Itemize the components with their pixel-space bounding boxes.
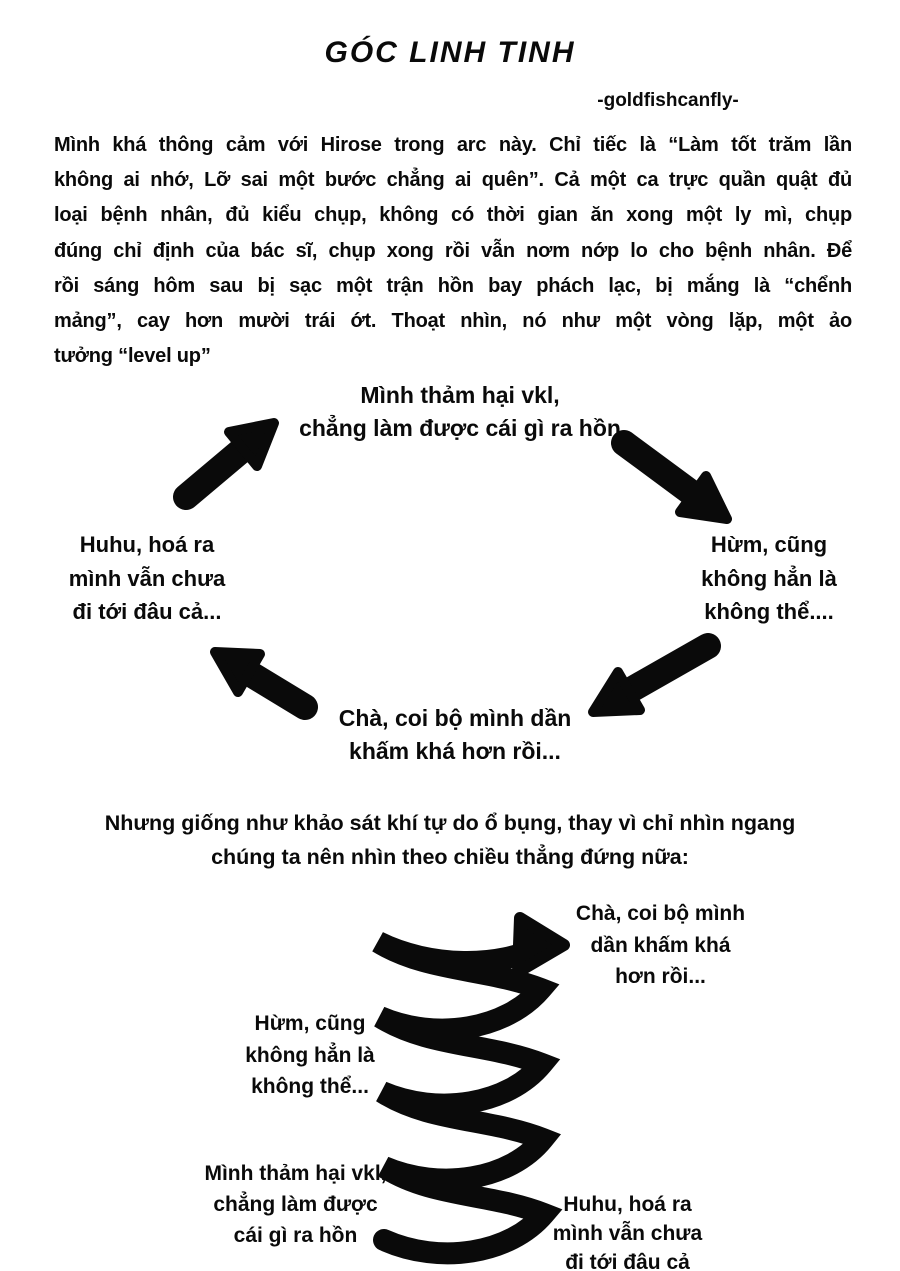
cycle-node-line: mình vẫn chưa bbox=[68, 565, 226, 591]
cycle-node-line: chẳng làm được cái gì ra hồn bbox=[299, 415, 621, 441]
cycle-node-line: không hẳn là bbox=[701, 565, 837, 591]
intro-line: tưởng “level up” bbox=[54, 345, 211, 368]
cycle-node-line: đi tới đâu cả... bbox=[72, 599, 222, 624]
spiral-label-line: Huhu, hoá ra bbox=[563, 1193, 692, 1216]
transition-line: chúng ta nên nhìn theo chiều thẳng đứng nữa: bbox=[211, 845, 689, 869]
spiral-label-line: không hẳn là bbox=[245, 1043, 375, 1067]
spiral-label-line: Chà, coi bộ mình bbox=[575, 902, 746, 925]
spiral-label-bottom-left bbox=[193, 1158, 398, 1251]
spiral-label-line: dần khấm khá bbox=[590, 933, 731, 957]
cycle-node-line: Mình thảm hại vkl, bbox=[360, 382, 560, 408]
cycle-arrow-bottom-to-left-icon bbox=[215, 652, 305, 707]
cycle-node-line: Huhu, hoá ra bbox=[79, 532, 215, 557]
spiral-label-line: Mình thảm hại vkl, bbox=[204, 1162, 387, 1185]
spiral-label-line: cái gì ra hồn bbox=[233, 1224, 358, 1247]
cycle-node-line: không thể.... bbox=[704, 599, 834, 624]
transition-line: Nhưng giống như khảo sát khí tự do ổ bụng, thay vì chỉ nhìn ngang bbox=[104, 811, 796, 835]
cycle-node-bottom bbox=[315, 702, 595, 768]
cycle-arrow-left-to-top-icon bbox=[186, 423, 274, 497]
intro-line: loại bệnh nhân, đủ kiểu chụp, không có thời gian ăn xong một ly mì, chụp bbox=[54, 204, 852, 227]
spiral-label-line: không thể... bbox=[251, 1075, 369, 1098]
spiral-label-line: Hừm, cũng bbox=[254, 1012, 366, 1035]
spiral-label-line: chẳng làm được bbox=[213, 1193, 378, 1216]
intro-line: Mình khá thông cảm với Hirose trong arc này. Chỉ tiếc là “Làm tốt trăm lần bbox=[54, 134, 852, 156]
spiral-label-left bbox=[230, 1008, 390, 1103]
cycle-node-line: khấm khá hơn rồi... bbox=[349, 738, 561, 764]
intro-line: không ai nhớ, Lỡ sai một bước chẳng ai quên”. Cả một ca trực quần quật đủ bbox=[54, 169, 852, 192]
intro-line: rồi sáng hôm sau bị sạc một trận hồn bay phách lạc, bị mắng là “chểnh bbox=[54, 274, 852, 297]
page-title: GÓC LINH TINH bbox=[324, 36, 576, 69]
cycle-node-line: Hừm, cũng bbox=[710, 532, 828, 557]
cycle-node-top bbox=[265, 379, 655, 445]
cycle-node-left bbox=[57, 528, 237, 629]
spiral-label-bottom-right bbox=[535, 1190, 720, 1271]
transition-paragraph bbox=[55, 806, 845, 874]
cycle-arrow-right-to-bottom-icon bbox=[593, 646, 708, 712]
cycle-arrow-top-to-right-icon bbox=[624, 443, 727, 519]
cycle-node-right bbox=[683, 528, 855, 629]
spiral-label-line: mình vẫn chưa bbox=[552, 1222, 703, 1245]
intro-paragraph bbox=[54, 128, 852, 374]
spiral-label-top-right bbox=[548, 898, 773, 993]
intro-line: mảng”, cay hơn mười trái ớt. Thoạt nhìn, nó như một vòng lặp, một ảo bbox=[54, 309, 852, 332]
cycle-node-line: Chà, coi bộ mình dần bbox=[338, 705, 572, 731]
intro-line: đúng chỉ định của bác sĩ, chụp xong rồi vẫn nơm nớp lo cho bệnh nhân. Để bbox=[54, 239, 852, 262]
author-credit: -goldfishcanfly- bbox=[597, 90, 739, 111]
spiral-label-line: hơn rồi... bbox=[615, 965, 706, 988]
cycle-diagram bbox=[150, 400, 770, 730]
spiral-label-line: đi tới đâu cả bbox=[565, 1251, 690, 1271]
